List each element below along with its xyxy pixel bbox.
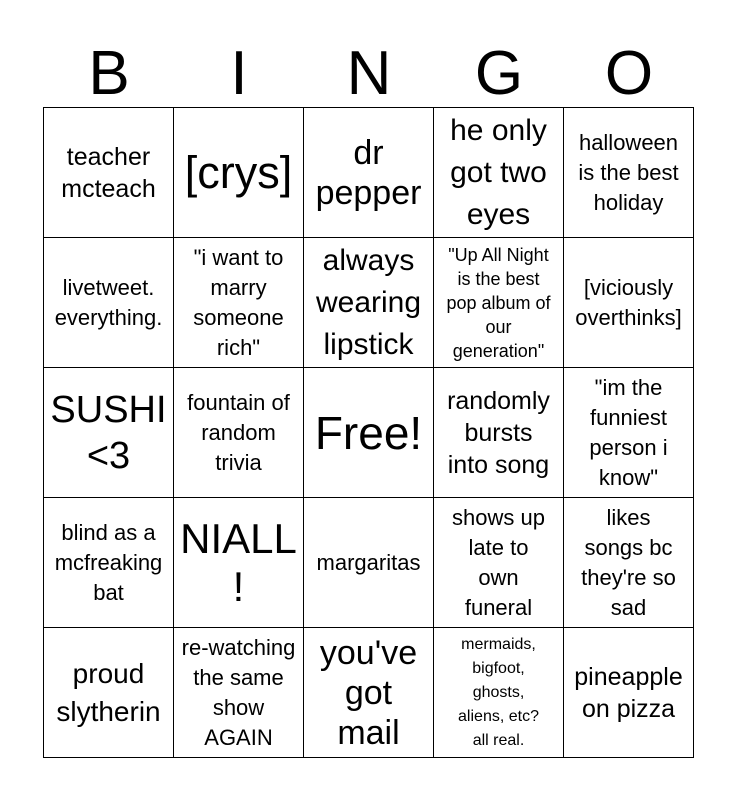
bingo-cell-r5-c4[interactable] [434,628,564,758]
bingo-cell-r1-c3[interactable] [304,108,434,238]
cell-text: fountain of random trivia [187,389,290,475]
header-letter-o: O [604,39,654,108]
cell-text: blind as a mcfreaking bat [54,519,163,605]
bingo-cell-r3-c1[interactable] [44,368,174,498]
bingo-cell-r2-c5[interactable] [564,238,694,368]
cell-text: teacher mcteach [61,142,156,203]
bingo-cell-r4-c2[interactable] [174,498,304,628]
bingo-cell-r3-c3[interactable] [304,368,434,498]
cell-text: "im the funniest person i know" [589,374,668,490]
cell-text: Free! [314,406,423,459]
bingo-cell-r4-c1[interactable] [44,498,174,628]
bingo-cell-r2-c1[interactable] [44,238,174,368]
bingo-cell-r5-c2[interactable] [174,628,304,758]
cell-text: always wearing lipstick [315,243,422,361]
cell-text: [crys] [184,146,293,198]
cell-text: likes songs bc they're so sad [581,504,676,620]
cell-text: dr pepper [315,133,422,212]
bingo-cell-r4-c4[interactable] [434,498,564,628]
cell-text: he only got two eyes [450,113,547,231]
header-letter-b: B [88,39,130,108]
bingo-cell-r3-c2[interactable] [174,368,304,498]
cell-text: mermaids, bigfoot, ghosts, aliens, etc? all real. [458,635,539,749]
bingo-header [44,40,694,108]
cell-text: "Up All Night is the best pop album of our generation" [446,244,551,361]
bingo-cell-r1-c2[interactable] [174,108,304,238]
bingo-cell-r5-c1[interactable] [44,628,174,758]
cell-text: "i want to marry someone rich" [193,244,284,360]
bingo-cell-r3-c5[interactable] [564,368,694,498]
cell-text: shows up late to own funeral [452,504,545,620]
cell-text: pineapple on pizza [574,662,683,723]
cell-text: SUSHI <3 [50,388,167,477]
bingo-cell-r5-c5[interactable] [564,628,694,758]
cell-text: [viciously overthinks] [575,274,682,330]
bingo-cell-r1-c4[interactable] [434,108,564,238]
cell-text: margaritas [316,549,421,575]
bingo-cell-r2-c3[interactable] [304,238,434,368]
cell-text: NIALL ! [180,514,297,610]
bingo-cell-r4-c3[interactable] [304,498,434,628]
bingo-cell-r4-c5[interactable] [564,498,694,628]
bingo-cell-r1-c1[interactable] [44,108,174,238]
bingo-cell-r3-c4[interactable] [434,368,564,498]
bingo-cell-r2-c4[interactable] [434,238,564,368]
cell-text: you've got mail [319,633,418,752]
header-letter-i: I [230,39,248,108]
cell-text: livetweet. everything. [54,274,163,330]
header-letter-g: G [474,39,524,108]
bingo-cell-r2-c2[interactable] [174,238,304,368]
bingo-cell-r5-c3[interactable] [304,628,434,758]
cell-text: proud slytherin [56,657,161,727]
header-letter-n: N [346,39,392,108]
bingo-board [43,107,694,758]
cell-text: re-watching the same show AGAIN [181,634,296,750]
cell-text: halloween is the best holiday [578,129,679,215]
cell-text: randomly bursts into song [447,386,550,479]
bingo-cell-r1-c5[interactable] [564,108,694,238]
